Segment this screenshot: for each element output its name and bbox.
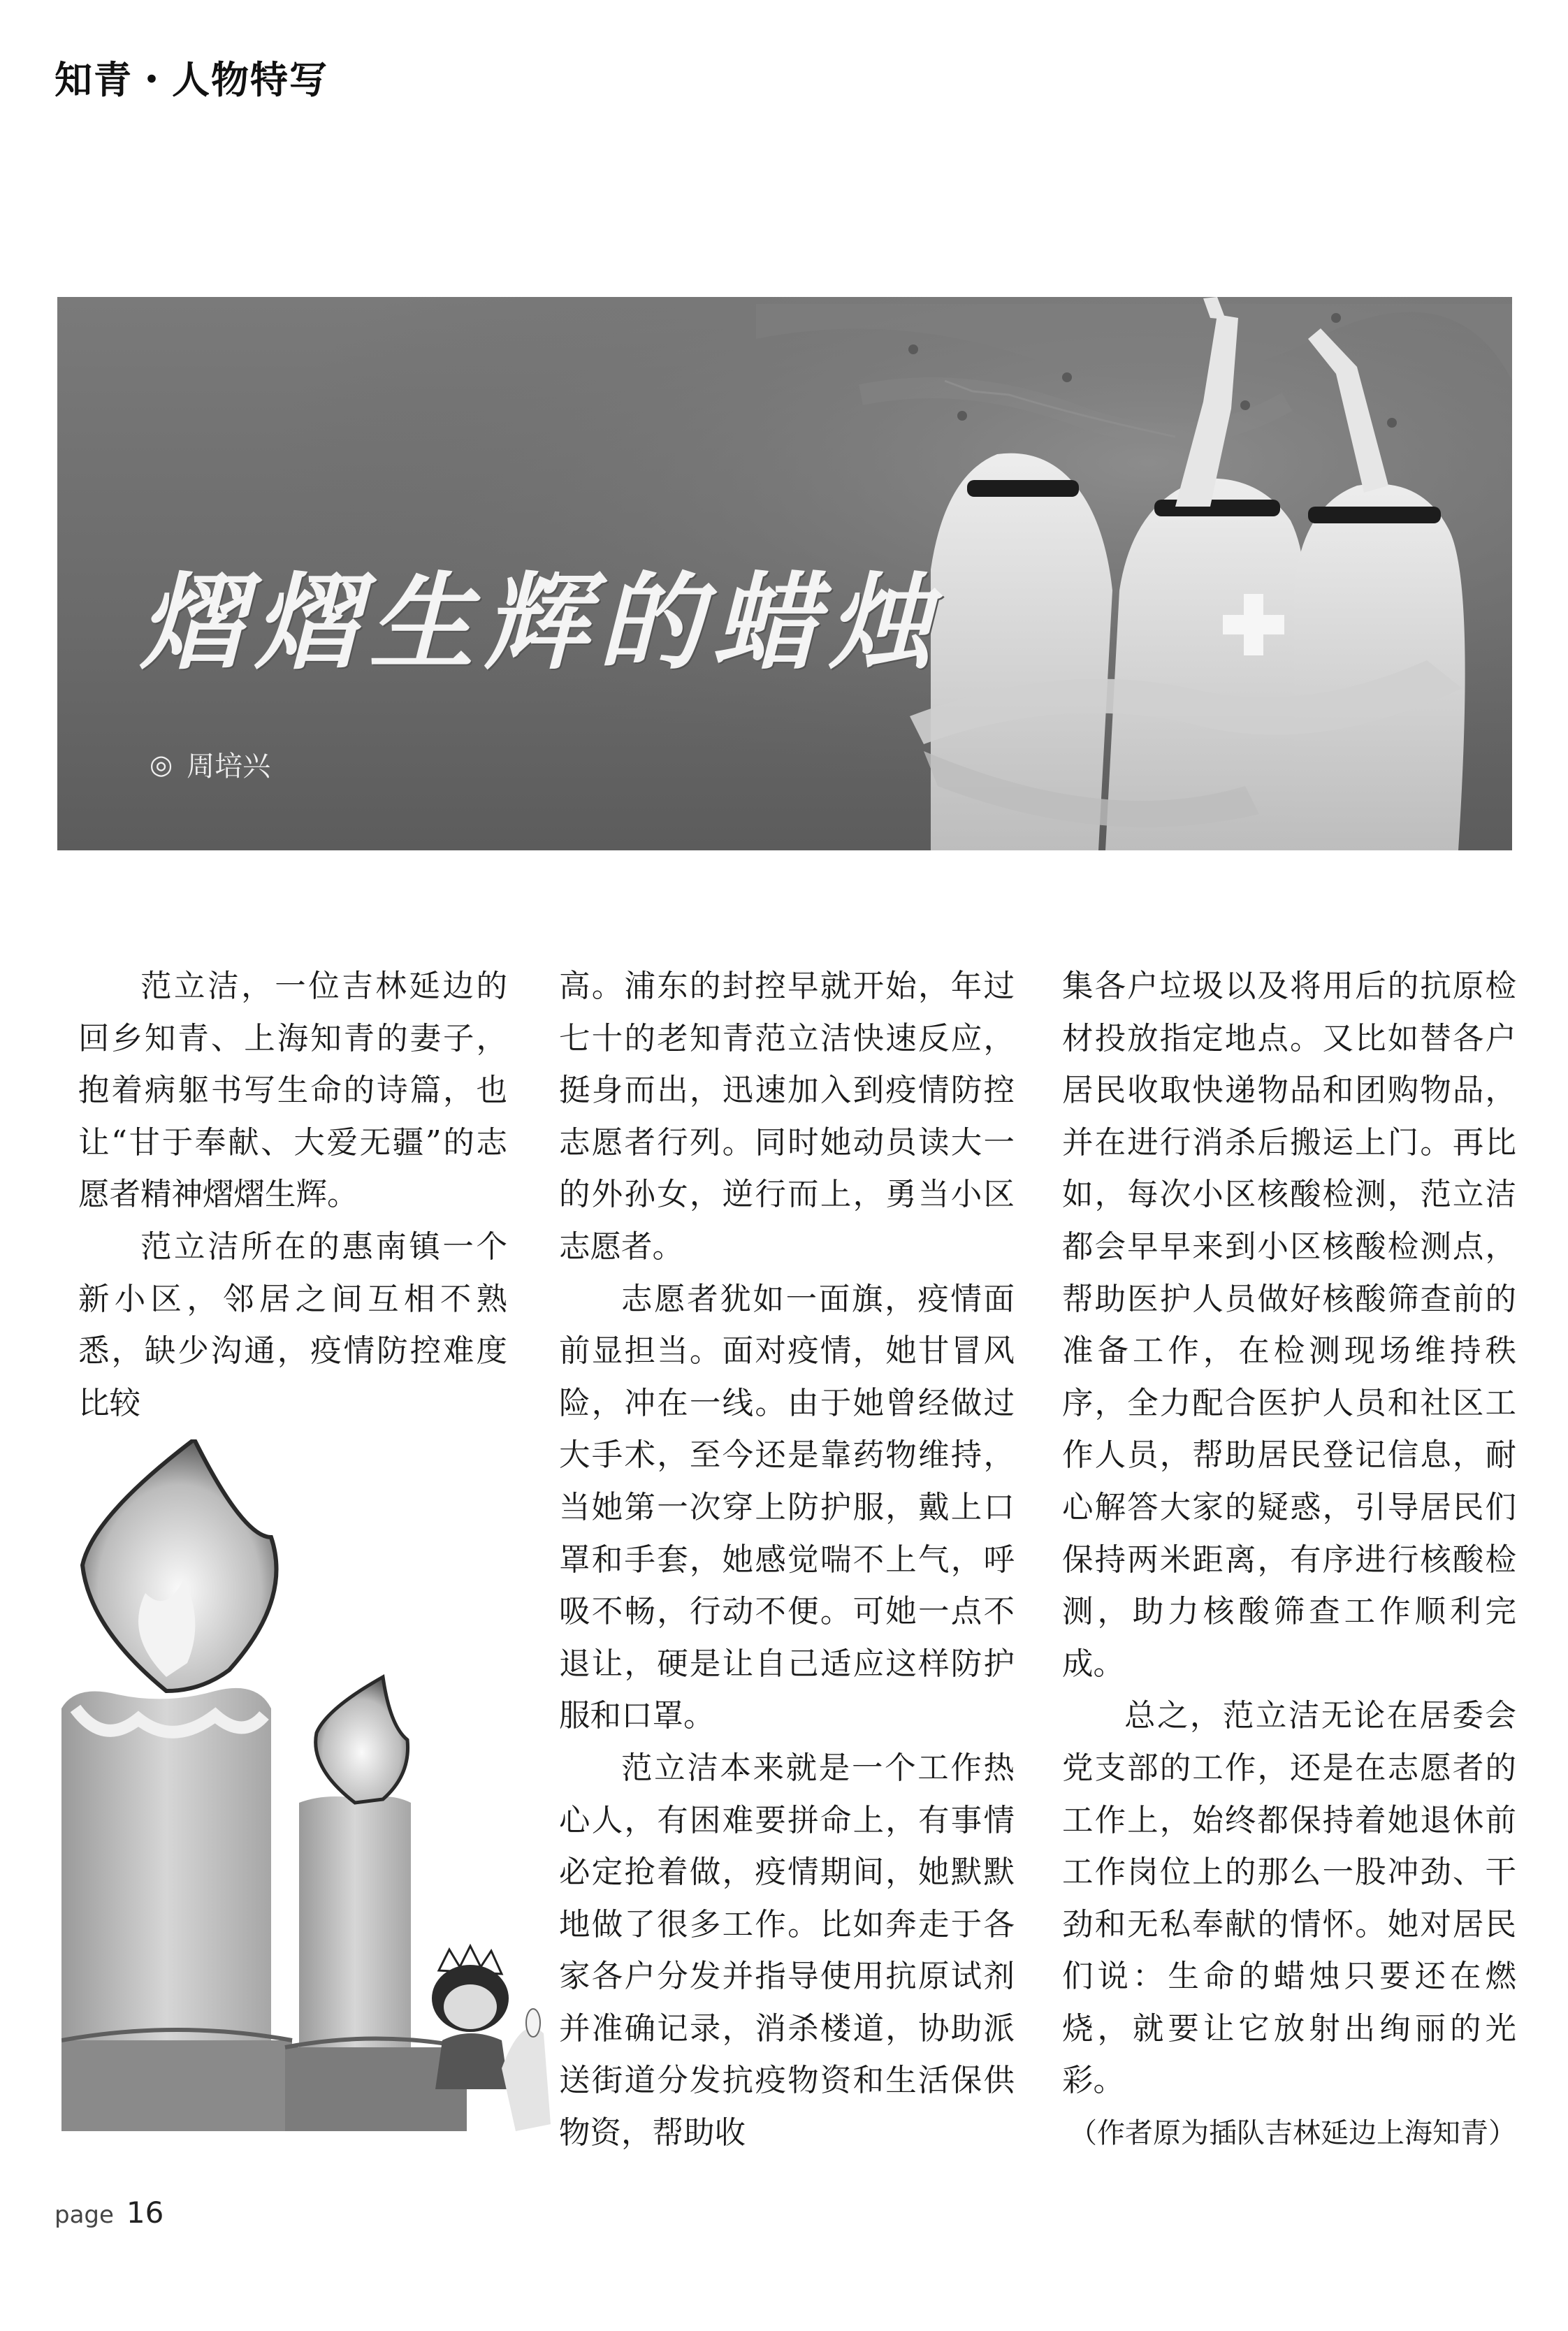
title-banner [57, 297, 1512, 850]
text-column-1 [78, 961, 507, 1430]
text-column-3 [1062, 961, 1516, 2160]
paragraph: 高。浦东的封控早就开始，年过七十的老知青范立洁快速反应，挺身而出，迅速加入到疫情防控志愿者行列。同时她动员读大一的外孙女，逆行而上，勇当小区志愿者。 [559, 968, 1015, 1265]
page-label: page [55, 2201, 114, 2229]
page-footer [55, 2195, 164, 2230]
article-title: 熠熠生辉的蜡烛 [140, 561, 943, 684]
paragraph: 集各户垃圾以及将用后的抗原检材投放指定地点。又比如替各户居民收取快递物品和团购物品，并在进行消杀后搬运上门。再比如，每次小区核酸检测，范立洁都会早早来到小区核酸检测点，帮助医护人员做好核酸筛查前的准备工作，在检测现场维持秩序，全力配合医护人员和社区工作人员，帮助居民登记信息，耐心解答大家的疑惑，引导居民们保持两米距离，有序进行核酸检测，助力核酸筛查工作顺利完成。 [1062, 968, 1516, 1682]
byline-mark-icon: ◎ [150, 748, 173, 780]
paragraph: 总之，范立洁无论在居委会党支部的工作，还是在志愿者的工作上，始终都保持着她退休前工作岗位上的那么一股冲劲、干劲和无私奉献的情怀。她对居民们说：生命的蜡烛只要还在燃烧，就要让它放射出绚丽的光彩。 [1062, 1698, 1516, 2099]
paragraph: 志愿者犹如一面旗，疫情面前显担当。面对疫情，她甘冒风险，冲在一线。由于她曾经做过大手术，至今还是靠药物维持，当她第一次穿上防护服，戴上口罩和手套，她感觉喘不上气，呼吸不畅，行动不便。可她一点不退让，硬是让自己适应这样防护服和口罩。 [559, 1281, 1015, 1734]
author-name: 周培兴 [187, 750, 271, 783]
page-number: 16 [126, 2195, 164, 2230]
text-column-2 [559, 961, 1015, 2160]
candle-illustration [61, 1439, 565, 2131]
paragraph: 范立洁本来就是一个工作热心人，有困难要拼命上，有事情必定抢着做，疫情期间，她默默地做了很多工作。比如奔走于各家各户分发并指导使用抗原试剂并准确记录，消杀楼道，协助派送街道分发抗疫物资和生活保供物资，帮助收 [559, 1750, 1015, 2151]
paragraph: 范立洁，一位吉林延边的回乡知青、上海知青的妻子，抱着病躯书写生命的诗篇，也让“甘于奉献、大爱无疆”的志愿者精神熠熠生辉。 [78, 968, 507, 1213]
author-note: （作者原为插队吉林延边上海知青） [1069, 2117, 1516, 2150]
paragraph: 范立洁所在的惠南镇一个新小区，邻居之间互相不熟悉，缺少沟通，疫情防控难度比较 [78, 1228, 507, 1421]
section-heading: 知青・人物特写 [55, 57, 328, 102]
byline [150, 744, 270, 784]
